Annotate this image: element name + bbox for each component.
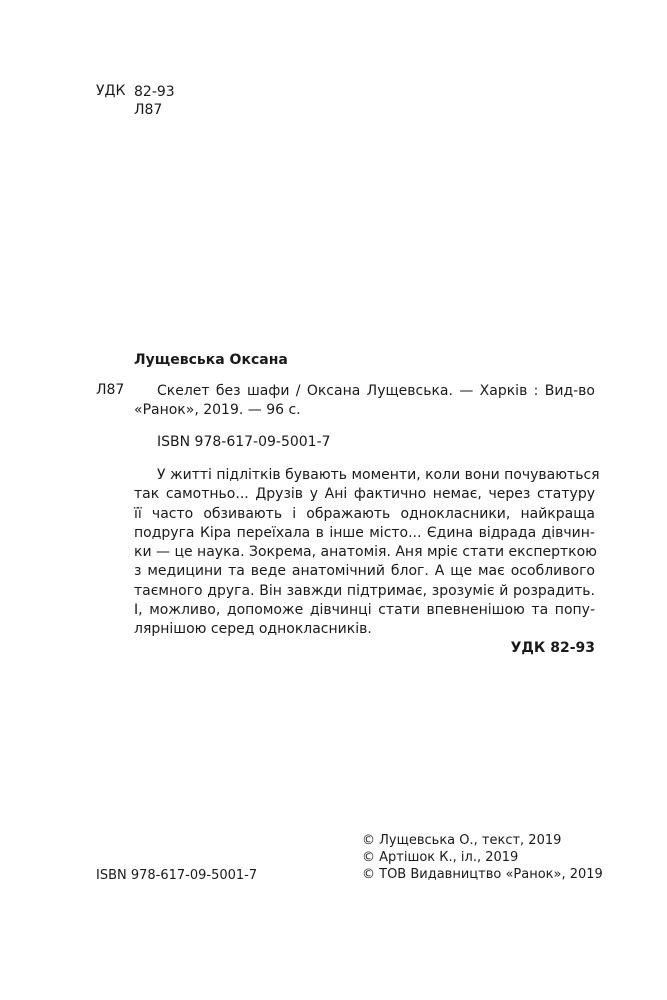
annotation-line: з медицини та веде анатомічний блог. А ще має особливого	[134, 563, 595, 580]
author-mark: Л87	[96, 382, 125, 398]
annotation-line: таємного друга. Він завжди підтримає, зрозуміє й розрадить.	[134, 582, 595, 599]
author-heading: Лущевська Оксана	[134, 352, 288, 368]
bibliographic-description	[134, 382, 595, 420]
copyright-publisher: © ТОВ Видавництво «Ранок», 2019	[362, 867, 603, 882]
copyright-notices	[362, 832, 603, 883]
udk-label: УДК	[96, 83, 126, 99]
annotation-line: лярнішою серед однокласників.	[134, 621, 372, 638]
annotation-line: її часто обзивають і ображають однокласники, найкраща	[134, 505, 595, 522]
author-sign: Л87	[134, 102, 163, 118]
udk-classification	[134, 83, 175, 119]
annotation	[134, 466, 600, 640]
isbn-bottom: ISBN 978-617-09-5001-7	[96, 868, 258, 883]
udk-code: 82-93	[134, 84, 175, 100]
isbn-entry: ISBN 978-617-09-5001-7	[157, 434, 331, 450]
udk-bottom: УДК 82-93	[510, 640, 595, 656]
annotation-line: І, можливо, допоможе дівчинці стати впевненішою та попу-	[134, 602, 595, 619]
description-line-2: «Ранок», 2019. — 96 с.	[134, 402, 301, 418]
annotation-line: так самотньо... Друзів у Ані фактично немає, через статуру	[134, 486, 595, 503]
annotation-line: ки — це наука. Зокрема, анатомія. Аня мріє стати експерткою	[134, 544, 597, 561]
description-line-1: Скелет без шафи / Оксана Лущевська. — Харків : Вид-во	[157, 383, 595, 399]
copyright-text: © Лущевська О., текст, 2019	[362, 833, 562, 848]
annotation-line: У житті підлітків бувають моменти, коли вони почуваються	[157, 467, 600, 483]
annotation-line: подруга Кіра переїхала в інше місто... Єдина відрада дівчин-	[134, 524, 595, 541]
copyright-illustrations: © Артішок К., іл., 2019	[362, 850, 519, 865]
